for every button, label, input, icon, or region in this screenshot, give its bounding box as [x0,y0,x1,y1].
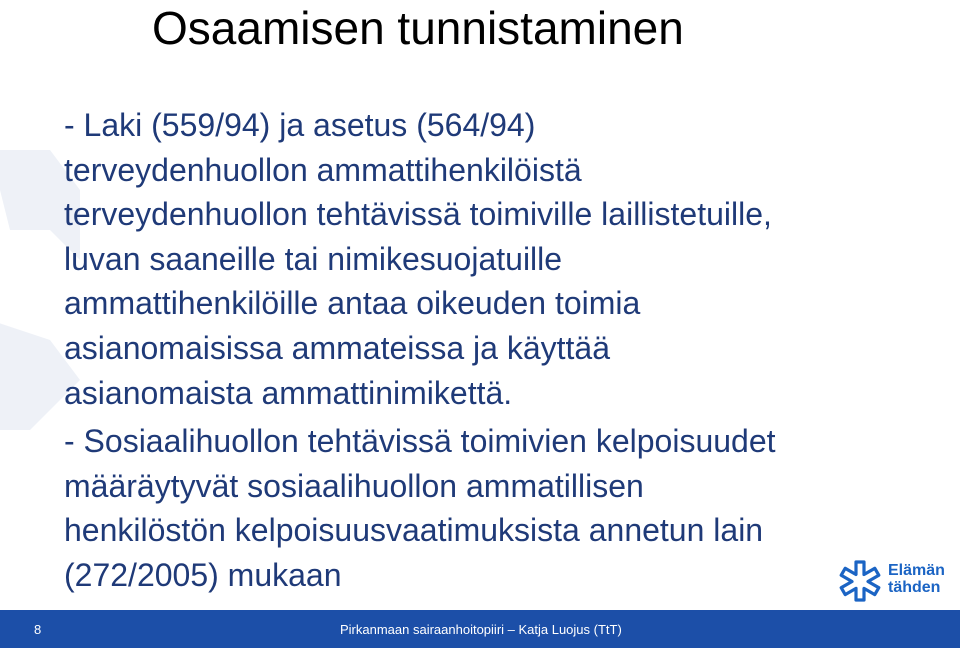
text-line: luvan saaneille tai nimikesuojatuille [64,240,563,277]
star-of-life-icon [836,556,884,604]
slide-body [64,103,924,598]
elaman-tahden-logo [836,556,948,606]
text-line: ammattihenkilöille antaa oikeuden toimia [64,285,641,322]
slide-title: Osaamisen tunnistaminen [152,2,684,54]
text-line: asianomaista ammattinimikettä. [64,374,513,411]
text-line: henkilöstön kelpoisuusvaatimuksista annetun lain [64,512,764,549]
text-line: - Laki (559/94) ja asetus (564/94) [64,107,536,143]
page-number: 8 [34,622,42,637]
text-line: (272/2005) mukaan [64,556,342,593]
logo-line-2: tähden [888,579,941,596]
paragraph-2 [64,419,924,597]
footer-bar [0,610,960,648]
paragraph-1 [64,103,924,415]
text-line: asianomaisissa ammateissa ja käyttää [64,329,611,366]
text-line: määräytyvät sosiaalihuollon ammatillisen [64,467,644,504]
logo-wordmark [888,562,945,596]
text-line: terveydenhuollon tehtävissä toimiville laillistetuille, [64,196,772,233]
text-line: - Sosiaalihuollon tehtävissä toimivien kelpoisuudet [64,423,776,460]
logo-line-1: Elämän [888,562,945,579]
text-line: terveydenhuollon ammattihenkilöistä [64,151,582,188]
footer-text: Pirkanmaan sairaanhoitopiiri – Katja Luojus (TtT) [340,622,622,637]
